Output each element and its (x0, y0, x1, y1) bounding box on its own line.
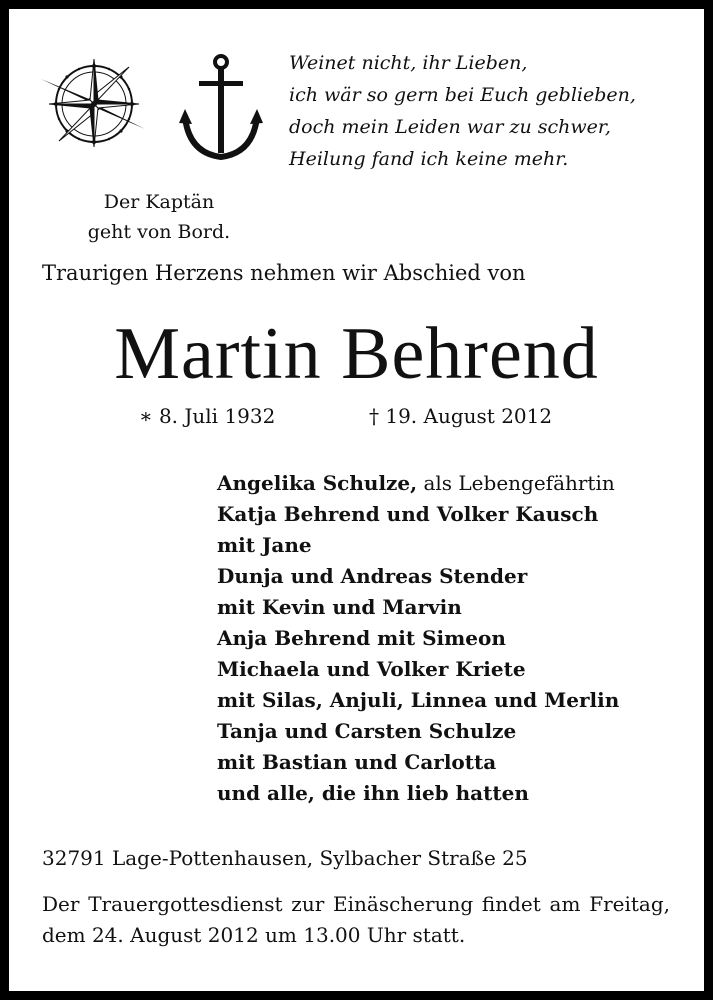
birth-date: ∗ 8. Juli 1932 (139, 404, 276, 428)
mourner-line (217, 499, 619, 530)
mourner-name: Tanja und Carsten Schulze (217, 719, 517, 743)
captain-line: Der Kaptän (103, 191, 215, 213)
mourner-relation: als Lebengefährtin (417, 471, 615, 495)
poem-line: Heilung fand ich keine mehr. (289, 148, 569, 170)
mourner-line (217, 778, 619, 809)
mourners-list (217, 468, 619, 809)
service-notice: Der Trauergottesdienst zur Einäscherung findet am Freitag, dem 24. August 2012 um 13.00 Uhr statt. (42, 892, 670, 947)
mourner-line (217, 468, 619, 499)
poem-line: Weinet nicht, ihr Lieben, (289, 52, 528, 74)
poem (289, 47, 636, 175)
deceased-name: Martin Behrend (114, 313, 599, 395)
poem-line: ich wär so gern bei Euch geblieben, (289, 84, 636, 106)
death-date: † 19. August 2012 (369, 404, 553, 428)
mourner-line (217, 654, 619, 685)
mourner-name: Dunja und Andreas Stender (217, 564, 528, 588)
mourner-name: mit Jane (217, 533, 312, 557)
mourner-name: mit Silas, Anjuli, Linnea und Merlin (217, 688, 620, 712)
mourner-name: mit Kevin und Marvin (217, 595, 462, 619)
mourner-line (217, 685, 619, 716)
mourner-line (217, 530, 619, 561)
mourner-name: Anja Behrend mit Simeon (217, 626, 506, 650)
captain-caption (44, 187, 274, 247)
poem-line: doch mein Leiden war zu schwer, (289, 116, 611, 138)
address: 32791 Lage-Pottenhausen, Sylbacher Straße 25 (42, 846, 528, 870)
captain-line: geht von Bord. (87, 221, 231, 243)
mourner-name: und alle, die ihn lieb hatten (217, 781, 529, 805)
obituary-card (9, 9, 704, 991)
mourner-name: Katja Behrend und Volker Kausch (217, 502, 599, 526)
mourner-line (217, 747, 619, 778)
mourner-name: mit Bastian und Carlotta (217, 750, 497, 774)
mourner-line (217, 561, 619, 592)
mourner-line (217, 623, 619, 654)
mourner-name: Angelika Schulze, (217, 471, 418, 495)
mourner-line (217, 716, 619, 747)
mourner-name: Michaela und Volker Kriete (217, 657, 526, 681)
compass-rose-icon (37, 57, 149, 149)
anchor-icon (179, 53, 263, 163)
mourner-line (217, 592, 619, 623)
intro-text: Traurigen Herzens nehmen wir Abschied von (42, 261, 526, 285)
